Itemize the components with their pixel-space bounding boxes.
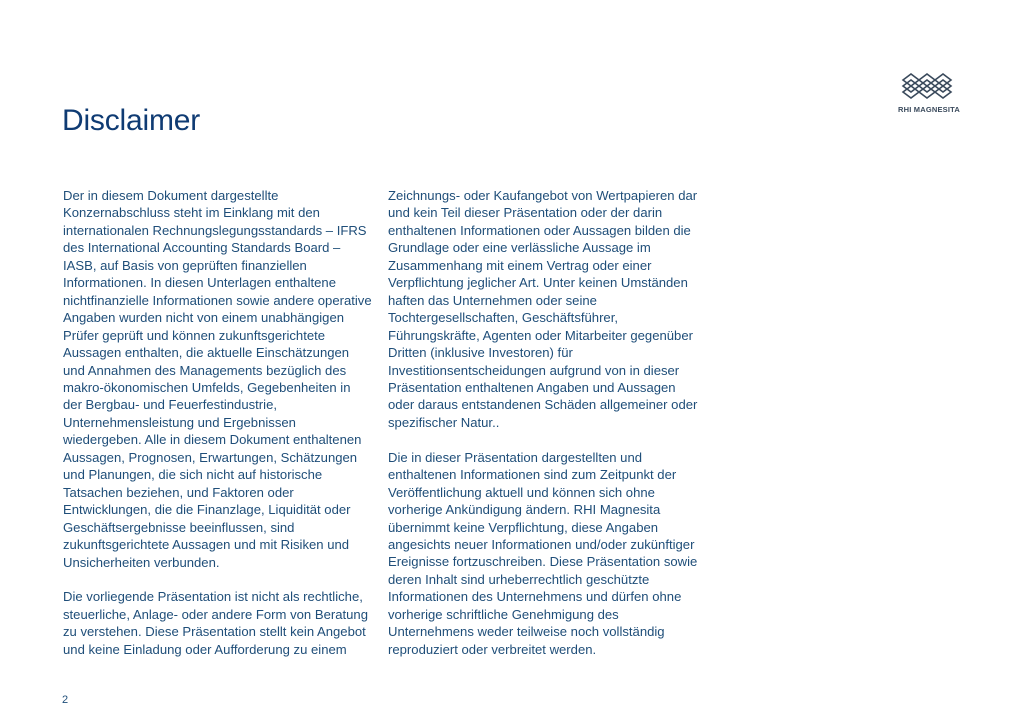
disclaimer-paragraph: Zeichnungs- oder Kaufangebot von Wertpapieren dar und kein Teil dieser Präsentation oder der darin enthaltenen Informationen oder Aussagen bilden die Grundlage oder eine verlässliche Aussage im Zusammenhang mit einem Vertrag oder einer Verpflichtung jeglicher Art. Unter keinen Umständen haften das Unternehmen oder seine Tochtergesellschaften, Geschäftsführer, Führungskräfte, Agenten oder Mitarbeiter gegenüber Dritten (inklusive Investoren) für Investitionsentscheidungen aufgrund von in dieser Präsentation enthaltenen Angaben und Aussagen oder daraus entstandenen Schäden allgemeiner oder spezifischer Natur.. — [388, 188, 698, 430]
disclaimer-paragraph: Der in diesem Dokument dargestellte Konzernabschluss steht im Einklang mit den internationalen Rechnungslegungsstandards – IFRS des International Accounting Standards Board – IASB, auf Basis von geprüften finanziellen Informationen. In diesen Unterlagen enthaltene nichtfinanzielle Informationen sowie andere operative Angaben wurden nicht von einem unabhängigen Prüfer geprüft und können zukunftsgerichtete Aussagen enthalten, die aktuelle Einschätzungen und Annahmen des Managements bezüglich des makro-ökonomischen Umfelds, Gegebenheiten in der Bergbau- und Feuerfestindustrie, Unternehmensleistung und Ergebnissen wiedergeben. Alle in diesem Dokument enthaltenen Aussagen, Prognosen, Erwartungen, Schätzungen und Planungen, die sich nicht auf historische Tatsachen beziehen, und Faktoren oder Entwicklungen, die die Finanzlage, Liquidität oder Geschäftsergebnisse beeinflussen, sind zukunftsgerichtete Aussagen und mit Risiken und Unsicherheiten verbunden. — [63, 188, 372, 570]
logo-text: RHI MAGNESITA — [897, 105, 961, 114]
disclaimer-right-column — [388, 187, 704, 676]
page-title: Disclaimer — [62, 104, 201, 138]
company-logo — [893, 72, 965, 118]
disclaimer-paragraph: Die vorliegende Präsentation ist nicht als rechtliche, steuerliche, Anlage- oder andere Form von Beratung zu verstehen. Diese Präsentation stellt kein Angebot und keine Einladung oder Aufforderung zu einem — [63, 589, 368, 657]
disclaimer-paragraph: Die in dieser Präsentation dargestellten und enthaltenen Informationen sind zum Zeitpunkt der Veröffentlichung aktuell und können sich ohne vorherige Ankündigung ändern. RHI Magnesita übernimmt keine Verpflichtung, diese Angaben angesichts neuer Informationen und/oder zukünftiger Ereignisse fortzuschreiben. Diese Präsentation sowie deren Inhalt sind urheberrechtlich geschützte Informationen des Unternehmens und dürfen ohne vorherige schriftliche Genehmigung des Unternehmens weder teilweise noch vollständig reproduziert oder verbreitet werden. — [388, 449, 698, 657]
rhi-magnesita-logo-icon — [901, 72, 957, 102]
page-number: 2 — [62, 694, 69, 706]
disclaimer-left-column — [63, 187, 373, 676]
